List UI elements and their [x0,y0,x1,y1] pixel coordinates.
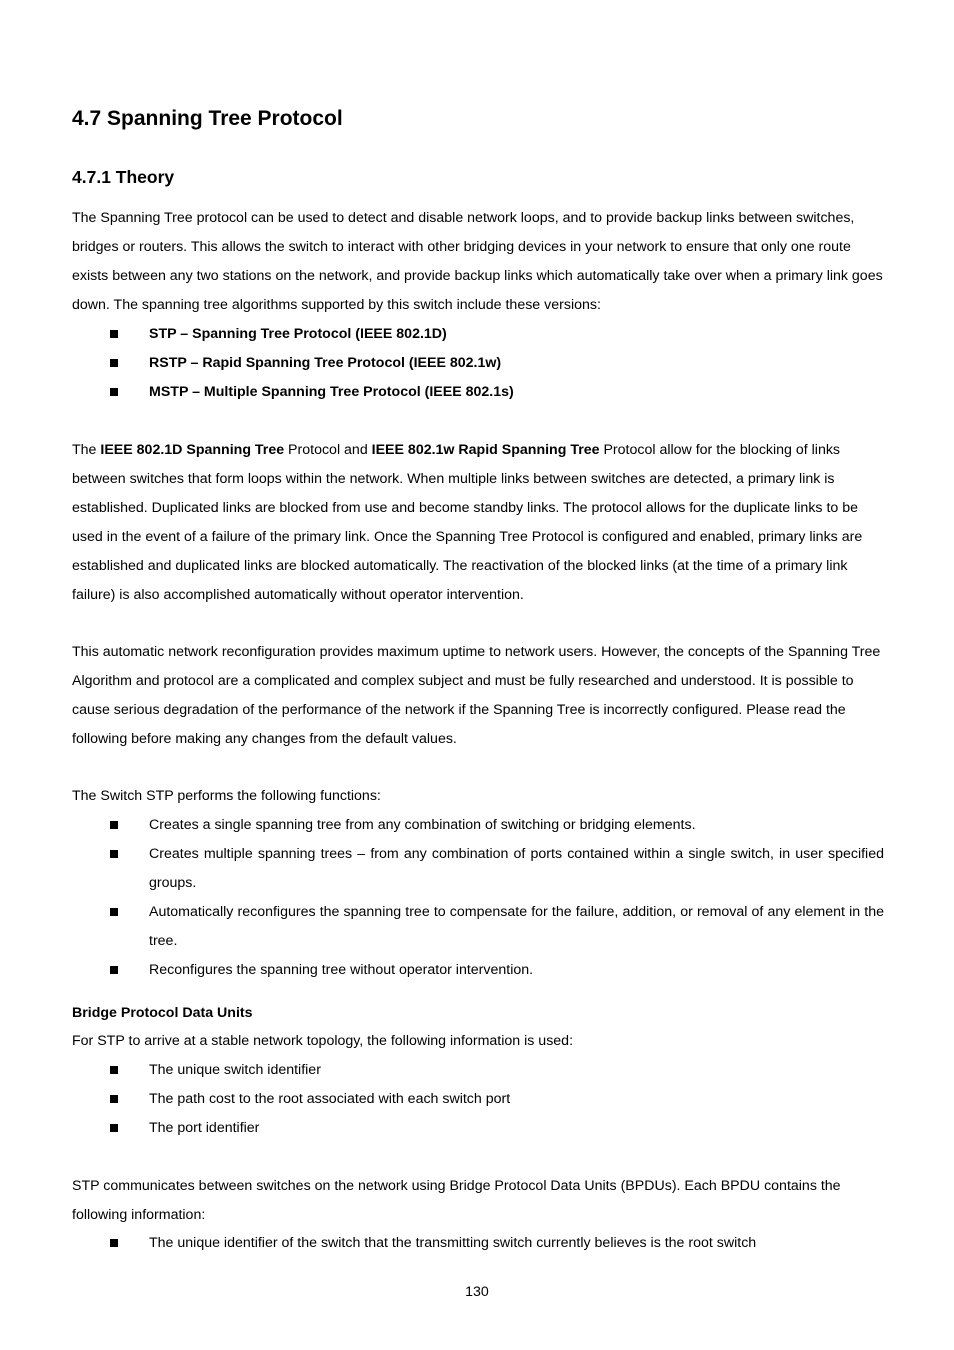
page-number: 130 [465,1284,489,1300]
list-item [72,898,884,956]
list-item-text: The path cost to the root associated with each switch port [149,1091,511,1107]
list-item [72,1114,884,1143]
square-bullet-icon [110,359,118,367]
list-item-text: The port identifier [149,1120,260,1136]
reconfiguration-paragraph: This automatic network reconfiguration provides maximum uptime to network users. However, the concepts of the Spanning Tree Algorithm and protocol are a complicated and complex subject and must be fully researched and understood. It is possible to cause serious degradation of the performance of the network if the Spanning Tree is incorrectly configured. Please read the following before making any changes from the default values. [72,644,881,747]
list-item-text: The unique switch identifier [149,1062,321,1078]
functions-list [72,811,884,985]
list-item [72,349,884,378]
list-item [72,1056,884,1085]
blocking-paragraph [72,436,884,610]
square-bullet-icon [110,908,118,916]
bold-term-8021w: IEEE 802.1w Rapid Spanning Tree [371,442,600,458]
text-run: The [72,442,101,458]
square-bullet-icon [110,966,118,974]
list-item-text: Creates a single spanning tree from any combination of switching or bridging elements. [149,817,696,833]
bpdu-intro: For STP to arrive at a stable network topology, the following information is used: [72,1033,574,1049]
square-bullet-icon [110,821,118,829]
list-item-text: RSTP – Rapid Spanning Tree Protocol (IEEE 802.1w) [149,355,502,371]
bpdu-info-list [72,1056,884,1143]
square-bullet-icon [110,850,118,858]
intro-paragraph: The Spanning Tree protocol can be used to detect and disable network loops, and to provide backup links between switches, bridges or routers. This allows the switch to interact with other bridging devices in your network to ensure that only one route exists between any two stations on the network, and provide backup links which automatically take over when a primary link goes down. The spanning tree algorithms supported by this switch include these versions: [72,210,883,313]
square-bullet-icon [110,1124,118,1132]
text-run: Protocol allow for the blocking of links between switches that form loops within the network. When multiple links between switches are detected, a primary link is established. Duplicated links are blocked from use and become standby links. The protocol allows for the duplicate links to be used in the event of a failure of the primary link. Once the Spanning Tree Protocol is configured and enabled, primary links are established and duplicated links are blocked automatically. The reactivation of the blocked links (at the time of a primary link failure) is also accomplished automatically without operator intervention. [72,442,863,603]
list-item [72,320,884,349]
list-item-text: Automatically reconfigures the spanning tree to compensate for the failure, addition, or removal of any element in the tree. [149,904,884,949]
list-item [72,811,884,840]
subsection-title: 4.7.1 Theory [72,167,175,187]
functions-intro: The Switch STP performs the following functions: [72,788,381,804]
square-bullet-icon [110,388,118,396]
list-item-text: The unique identifier of the switch that the transmitting switch currently believes is the root switch [149,1235,757,1251]
bpdu-heading: Bridge Protocol Data Units [72,1005,253,1021]
list-item-text: Reconfigures the spanning tree without operator intervention. [149,962,534,978]
square-bullet-icon [110,1066,118,1074]
list-item [72,956,884,985]
section-title: 4.7 Spanning Tree Protocol [72,107,343,130]
list-item [72,1229,884,1258]
list-item-text: Creates multiple spanning trees – from any combination of ports contained within a single switch, in user specified groups. [149,846,884,891]
list-item [72,378,884,407]
square-bullet-icon [110,1239,118,1247]
bpdu-communication-paragraph: STP communicates between switches on the network using Bridge Protocol Data Units (BPDUs). Each BPDU contains the following information: [72,1178,841,1223]
square-bullet-icon [110,1095,118,1103]
square-bullet-icon [110,330,118,338]
stp-versions-list [72,320,884,407]
list-item-text: MSTP – Multiple Spanning Tree Protocol (IEEE 802.1s) [149,384,514,400]
bold-term-8021d: IEEE 802.1D Spanning Tree [100,442,285,458]
list-item [72,1085,884,1114]
list-item [72,840,884,898]
text-run: Protocol and [284,442,372,458]
bpdu-contents-list [72,1229,884,1258]
list-item-text: STP – Spanning Tree Protocol (IEEE 802.1D) [149,326,447,342]
